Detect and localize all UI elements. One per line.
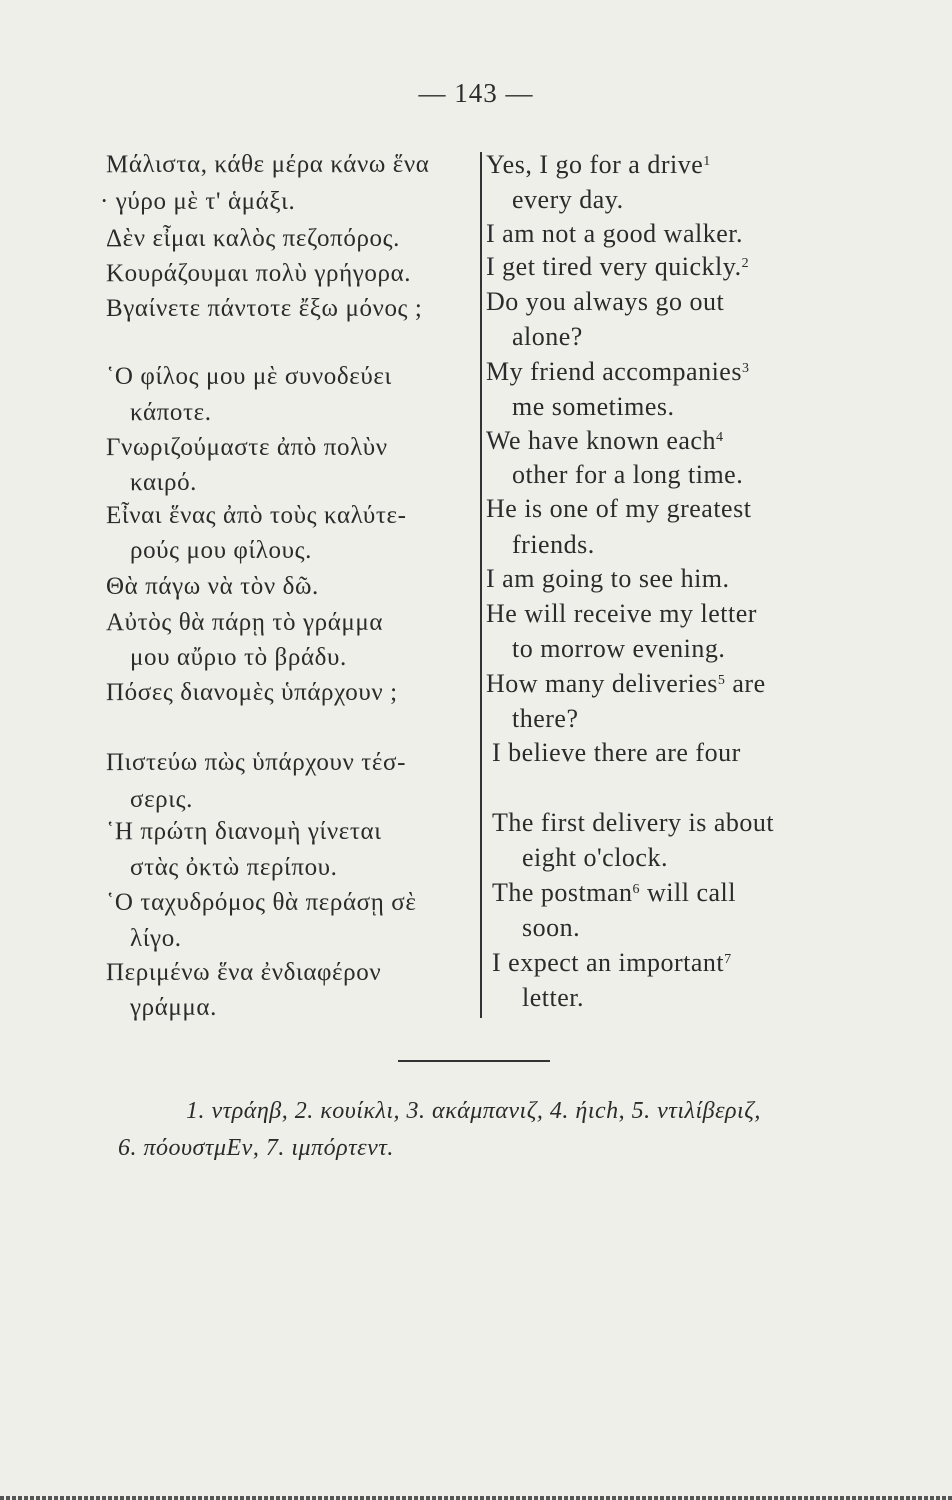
greek-line: ῾Η πρώτη διανομὴ γίνεται [106, 818, 382, 845]
greek-line: Θὰ πάγω νὰ τὸν δῶ. [106, 573, 319, 600]
greek-line: ῾Ο φίλος μου μὲ συνοδεύει [106, 363, 392, 390]
english-line: The first delivery is about [492, 808, 775, 837]
footnote-marker: 4 [715, 430, 724, 445]
english-line: soon. [522, 913, 581, 942]
greek-line: Μάλιστα, κάθε μέρα κάνω ἕνα [106, 151, 430, 178]
english-line: I expect an important$^7$ [492, 948, 732, 977]
greek-line: Γνωριζούμαστε ἀπὸ πολὺν [106, 434, 388, 461]
footnote-marker: 2 [741, 256, 750, 271]
greek-line: Πόσες διανομὲς ὑπάρχουν ; [106, 679, 398, 706]
column-divider [480, 152, 482, 1018]
footnote-marker: 5 [717, 673, 726, 688]
greek-line: σερις. [130, 786, 193, 813]
english-line: He will receive my letter [486, 599, 757, 628]
english-line: He is one of my greatest [486, 494, 752, 523]
footnote-marker: 7 [724, 952, 732, 967]
greek-line: καιρό. [130, 469, 198, 496]
greek-line: Κουράζουμαι πολὺ γρήγορα. [106, 260, 412, 287]
footnote-rule [398, 1060, 550, 1062]
greek-line: λίγο. [130, 925, 182, 952]
greek-line: ρούς μου φίλους. [130, 537, 312, 564]
english-line: every day. [512, 185, 624, 214]
english-line: other for a long time. [512, 460, 744, 489]
footnote-marker: 6 [632, 882, 641, 897]
greek-line: κάποτε. [130, 399, 212, 426]
english-line: My friend accompanies$^3$ [486, 357, 750, 386]
english-line: Do you always go out [486, 287, 725, 316]
english-line: letter. [522, 983, 584, 1012]
footnote-line: 6. πόουστμΕν, 7. ιμπόρτεντ. [118, 1135, 394, 1161]
greek-line: γράμμα. [130, 994, 217, 1021]
english-line: me sometimes. [512, 392, 675, 421]
greek-line: Αὐτὸς θὰ πάρῃ τὸ γράμμα [106, 609, 384, 636]
english-line: to morrow evening. [512, 634, 726, 663]
english-line: How many deliveries$^5$ are [486, 669, 766, 698]
english-line: I get tired very quickly.$^2$ [486, 252, 750, 281]
footnote-marker: 1 [703, 154, 711, 169]
english-line: friends. [512, 530, 595, 559]
english-line: alone? [512, 322, 583, 351]
english-line: I believe there are four [492, 738, 741, 767]
english-line: eight o'clock. [522, 843, 668, 872]
english-line: We have known each$^4$ [486, 426, 724, 455]
greek-line: Δὲν εἶμαι καλὸς πεζοπόρος. [106, 225, 400, 252]
greek-line: · γύρο μὲ τ' ἁμάξι. [100, 188, 296, 215]
footnote-line: 1. ντράηβ, 2. κουίκλι, 3. ακάμπανιζ, 4. ήιch, 5. ντιλίβεριζ, [186, 1098, 761, 1124]
greek-line: Βγαίνετε πάντοτε ἔξω μόνος ; [106, 295, 423, 322]
greek-line: στὰς ὀκτὼ περίπου. [130, 854, 338, 881]
english-line: Yes, I go for a drive$^1$ [486, 150, 711, 179]
greek-line: Πιστεύω πὼς ὑπάρχουν τέσ- [106, 749, 407, 776]
page-number: — 143 — [418, 78, 534, 108]
english-line: I am going to see him. [486, 564, 730, 593]
greek-line: Εἶναι ἕνας ἀπὸ τοὺς καλύτε- [106, 502, 407, 529]
greek-line: μου αὔριο τὸ βράδυ. [130, 644, 347, 671]
greek-line: Περιμένω ἕνα ἐνδιαφέρον [106, 959, 382, 986]
greek-line: ῾Ο ταχυδρόμος θὰ περάσῃ σὲ [106, 889, 417, 916]
english-line: I am not a good walker. [486, 219, 743, 248]
english-line: The postman$^6$ will call [492, 878, 737, 907]
page-edge [0, 1496, 952, 1500]
english-line: there? [512, 704, 579, 733]
footnote-marker: 3 [741, 361, 750, 376]
